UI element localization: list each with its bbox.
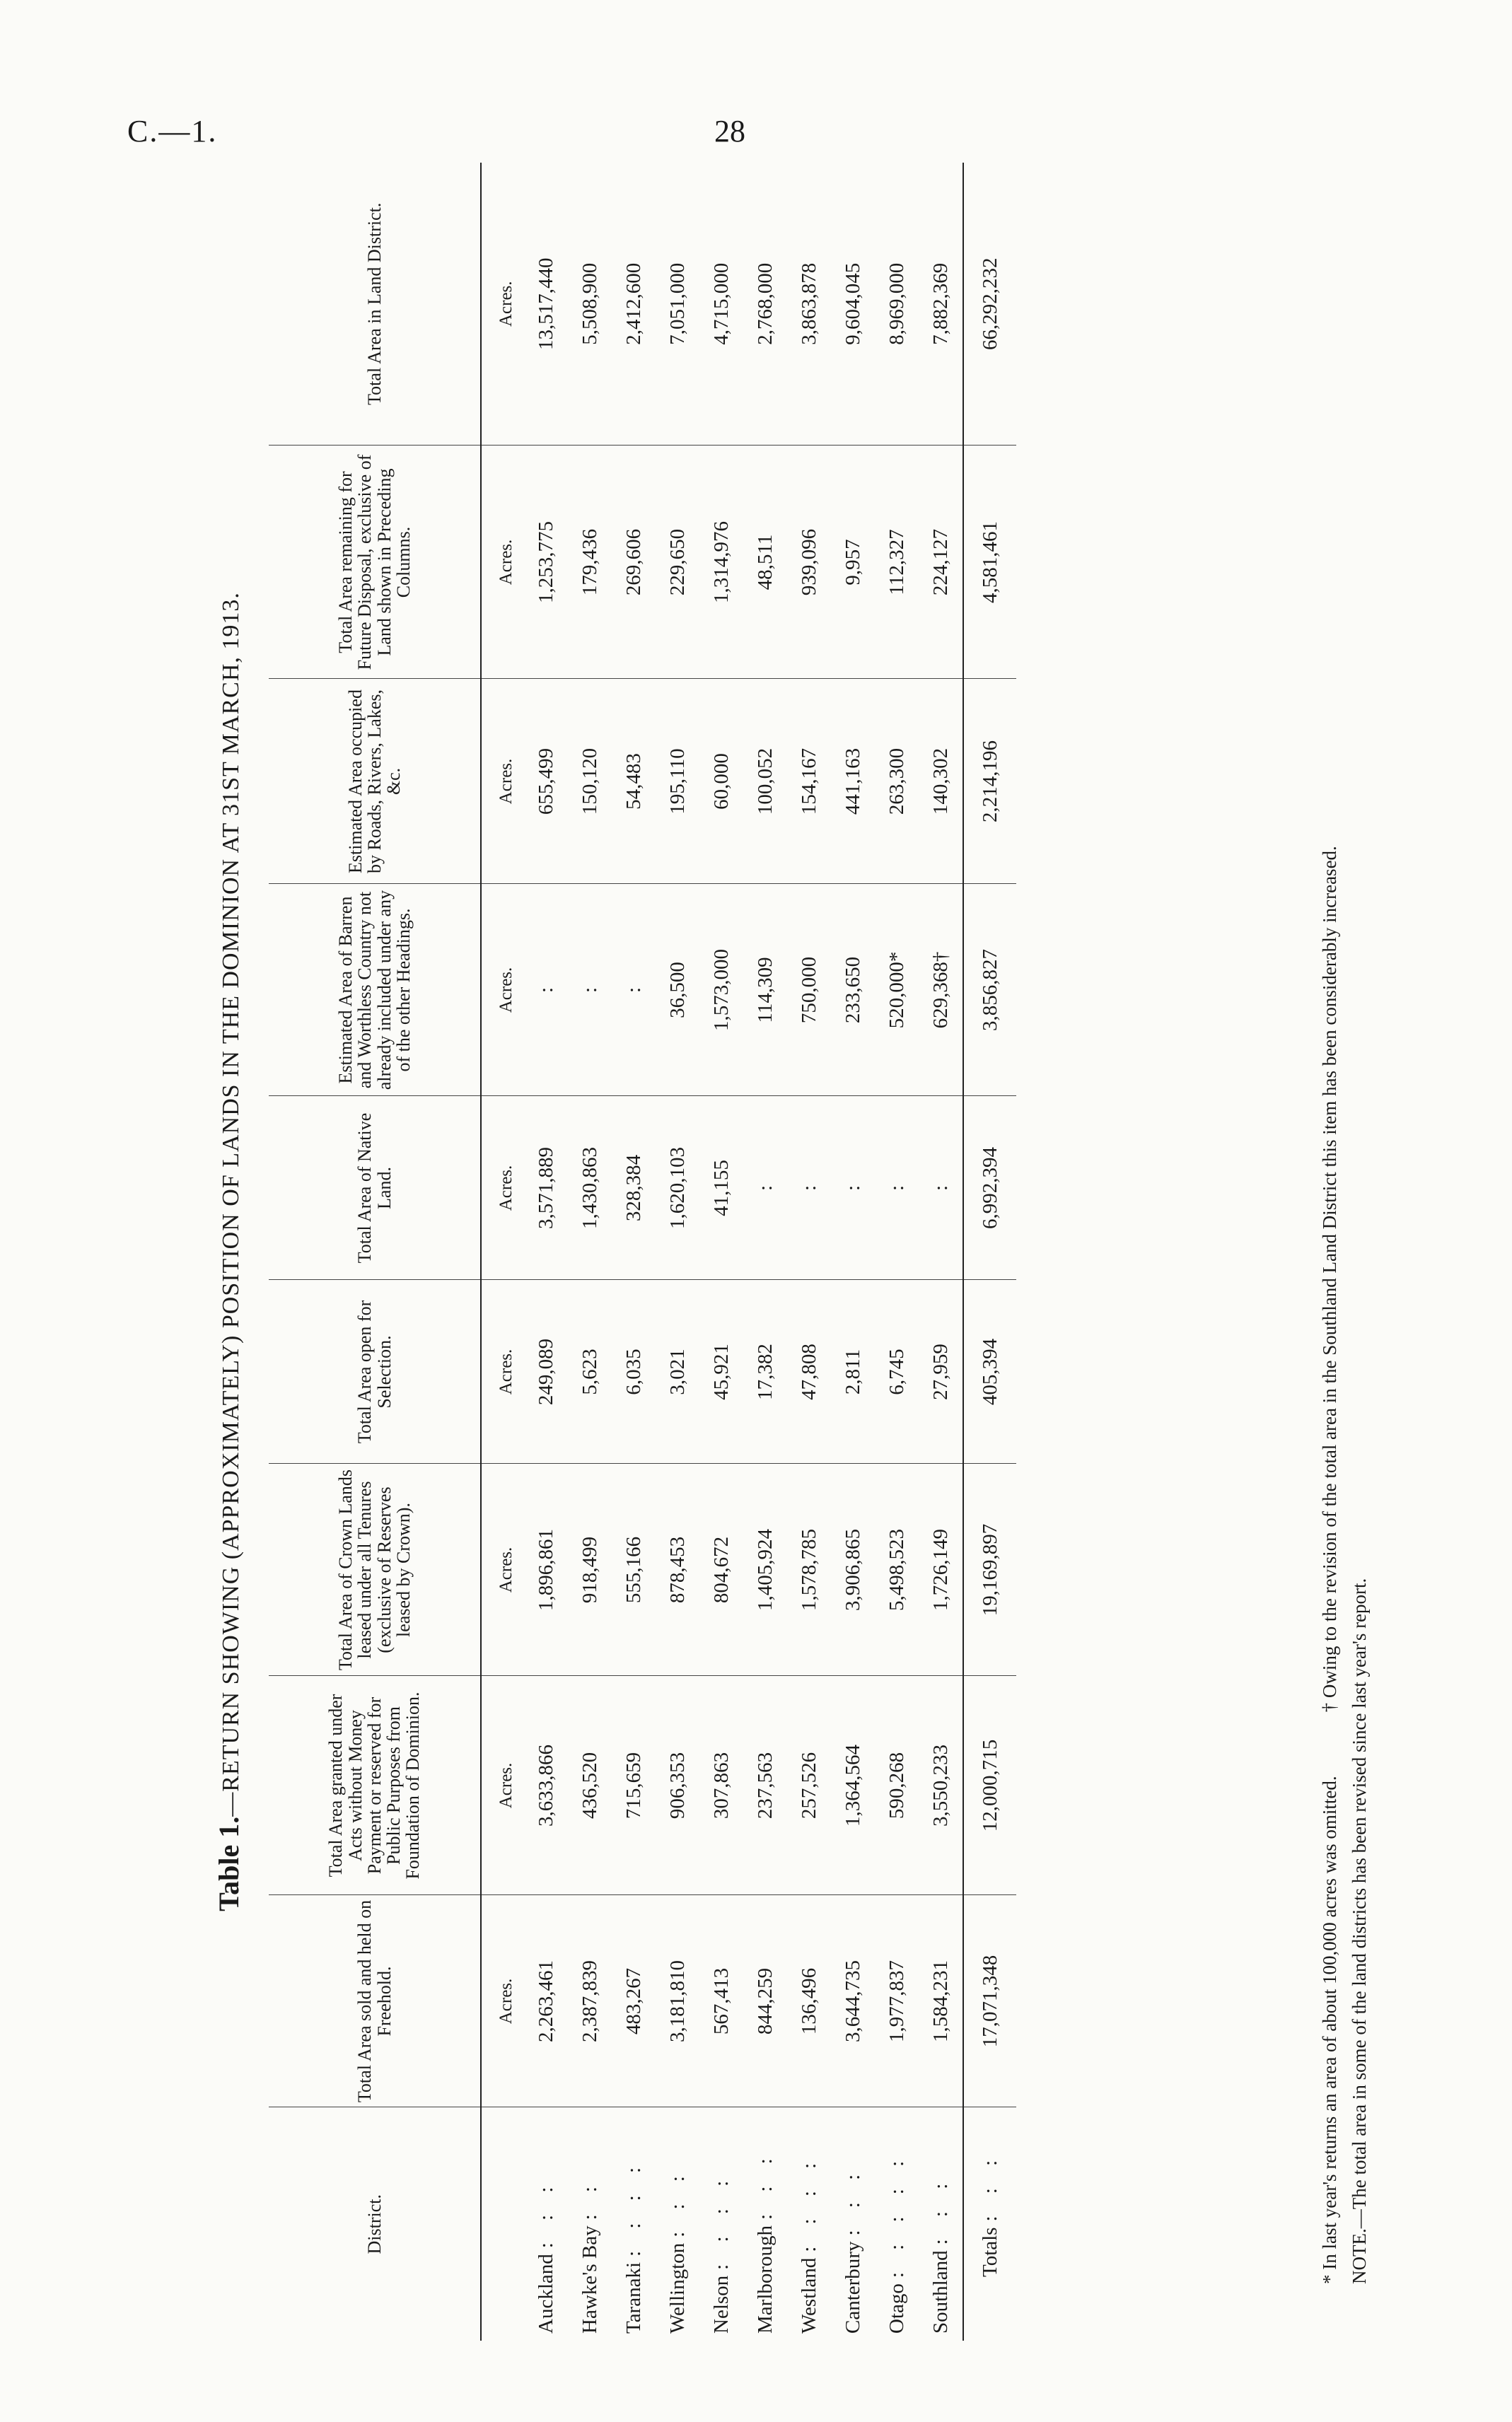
leader-dots: : : : — [753, 2150, 777, 2220]
table-cell: 5,623 — [568, 1280, 612, 1464]
table-cell: 1,253,775 — [524, 446, 568, 679]
table-cell: 939,096 — [787, 446, 831, 679]
table-cell: : — [568, 884, 612, 1096]
total-cell: 4,581,461 — [963, 446, 1016, 679]
table-cell: 1,584,231 — [919, 1895, 963, 2107]
leader-dots: : : : — [978, 2151, 1001, 2222]
table-cell: 1,314,976 — [699, 446, 743, 679]
table-cell: 3,906,865 — [831, 1464, 875, 1676]
table-cell: 307,863 — [699, 1676, 743, 1895]
table-title-label: Table 1. — [213, 1816, 245, 1911]
table-cell: 3,550,233 — [919, 1676, 963, 1895]
district-name: Otago: : : : : — [885, 2152, 908, 2334]
table-cell: 3,633,866 — [524, 1676, 568, 1895]
table-cell: 715,659 — [612, 1676, 656, 1895]
table-cell: 1,405,924 — [743, 1464, 787, 1676]
leader-dots: : : : — [841, 2165, 864, 2236]
table-cell: 5,508,900 — [568, 163, 612, 446]
total-cell: 6,992,394 — [963, 1096, 1016, 1280]
table-cell: 229,650 — [656, 446, 699, 679]
header-document-code: C.—1. — [127, 114, 218, 149]
leader-dots: : : : : : — [885, 2152, 908, 2278]
table-cell: 140,302 — [919, 679, 963, 884]
unit-cell: Acres. — [481, 1280, 524, 1464]
table-cell: 54,483 — [612, 679, 656, 884]
table-row — [568, 163, 612, 2341]
note-revision: NOTE.—The total area in some of the land districts has been revised since last year's report. — [1348, 1578, 1370, 2284]
table-cell: : — [875, 1096, 919, 1280]
unit-cell: Acres. — [481, 1096, 524, 1280]
unit-cell: Acres. — [481, 884, 524, 1096]
table-cell: 45,921 — [699, 1280, 743, 1464]
table-cell: 47,808 — [787, 1280, 831, 1464]
district-name: Taranaki: : : : — [622, 2158, 645, 2334]
table-cell: 1,977,837 — [875, 1895, 919, 2107]
leader-dots: : : : : — [622, 2158, 645, 2257]
table-cell: 804,672 — [699, 1464, 743, 1676]
unit-cell: Acres. — [481, 679, 524, 884]
district-name: Auckland: : : — [534, 2178, 557, 2334]
table-cell: : — [743, 1096, 787, 1280]
total-cell: 3,856,827 — [963, 884, 1016, 1096]
table-cell: 100,052 — [743, 679, 787, 884]
table-cell: 179,436 — [568, 446, 612, 679]
table-cell: 8,969,000 — [875, 163, 919, 446]
unit-cell: Acres. — [481, 1464, 524, 1676]
table-cell: 4,715,000 — [699, 163, 743, 446]
table-row — [743, 163, 787, 2341]
table-cell: 844,259 — [743, 1895, 787, 2107]
table-row — [831, 163, 875, 2341]
table-cell: : — [787, 1096, 831, 1280]
table-cell: 3,181,810 — [656, 1895, 699, 2107]
table-cell: 112,327 — [875, 446, 919, 679]
table-row — [612, 163, 656, 2341]
col-header-granted-reserved: Total Area granted under Acts without Money Payment or reserved for Public Purposes from Foundation of Dominion. — [269, 1676, 481, 1895]
table-cell: 2,412,600 — [612, 163, 656, 446]
table-cell: 436,520 — [568, 1676, 612, 1895]
district-name: Wellington: : : — [665, 2167, 689, 2334]
col-header-crown-leased: Total Area of Crown Lands leased under all Tenures (exclusive of Reserves leased by Crown). — [269, 1464, 481, 1676]
table-cell: 6,035 — [612, 1280, 656, 1464]
table-cell: 114,309 — [743, 884, 787, 1096]
table-cell: : — [524, 884, 568, 1096]
total-cell: 2,214,196 — [963, 679, 1016, 884]
table-cell: 750,000 — [787, 884, 831, 1096]
totals-row — [963, 163, 1016, 2341]
table-cell: 48,511 — [743, 446, 787, 679]
table-cell: 1,620,103 — [656, 1096, 699, 1280]
table-row — [524, 163, 568, 2341]
table-cell: 1,364,564 — [831, 1676, 875, 1895]
leader-dots: : : : — [665, 2167, 689, 2237]
district-name: Southland: : : — [929, 2174, 952, 2334]
table-cell: 1,726,149 — [919, 1464, 963, 1676]
table-cell: 224,127 — [919, 446, 963, 679]
table-cell: 3,863,878 — [787, 163, 831, 446]
district-name: Canterbury: : : — [841, 2165, 864, 2334]
total-cell: 17,071,348 — [963, 1895, 1016, 2107]
table-cell: 3,021 — [656, 1280, 699, 1464]
table-cell: 233,650 — [831, 884, 875, 1096]
table-cell: 6,745 — [875, 1280, 919, 1464]
table-row — [787, 163, 831, 2341]
unit-cell: Acres. — [481, 1895, 524, 2107]
table-cell: 136,496 — [787, 1895, 831, 2107]
leader-dots: : : : : — [797, 2154, 820, 2252]
table-cell: 17,382 — [743, 1280, 787, 1464]
leader-dots: : : — [578, 2178, 601, 2220]
units-row — [481, 163, 524, 2341]
table-cell: 249,089 — [524, 1280, 568, 1464]
col-header-district: District. — [269, 2107, 481, 2341]
district-name: Nelson: : : : — [709, 2172, 733, 2334]
col-header-total-area: Total Area in Land District. — [269, 163, 481, 446]
table-cell: 1,578,785 — [787, 1464, 831, 1676]
footnotes — [1315, 846, 1375, 2284]
table-cell: 629,368† — [919, 884, 963, 1096]
district-name: Westland: : : : — [797, 2154, 820, 2334]
table-cell: 441,163 — [831, 679, 875, 884]
table-cell: 7,882,369 — [919, 163, 963, 446]
table-cell: 555,166 — [612, 1464, 656, 1676]
total-cell: 19,169,897 — [963, 1464, 1016, 1676]
table-cell: 2,263,461 — [524, 1895, 568, 2107]
table-row — [875, 163, 919, 2341]
unit-cell: Acres. — [481, 446, 524, 679]
district-name: Hawke's Bay: : — [578, 2178, 601, 2334]
table-cell: 1,896,861 — [524, 1464, 568, 1676]
table-cell: : — [612, 884, 656, 1096]
table-cell: 41,155 — [699, 1096, 743, 1280]
col-header-open-selection: Total Area open for Selection. — [269, 1280, 481, 1464]
table-cell: 2,811 — [831, 1280, 875, 1464]
total-cell: 12,000,715 — [963, 1676, 1016, 1895]
table-cell: 1,573,000 — [699, 884, 743, 1096]
table-cell: 60,000 — [699, 679, 743, 884]
table-cell: 150,120 — [568, 679, 612, 884]
table-cell: 27,959 — [919, 1280, 963, 1464]
table-cell: 263,300 — [875, 679, 919, 884]
table-cell: 154,167 — [787, 679, 831, 884]
leader-dots: : : : — [929, 2174, 952, 2245]
table-cell: 195,110 — [656, 679, 699, 884]
unit-cell: Acres. — [481, 1676, 524, 1895]
unit-cell: Acres. — [481, 163, 524, 446]
table-cell: 7,051,000 — [656, 163, 699, 446]
table-cell: 2,387,839 — [568, 1895, 612, 2107]
table-row — [656, 163, 699, 2341]
footnote-line — [1315, 846, 1345, 2284]
table-cell: 483,267 — [612, 1895, 656, 2107]
table-cell: 567,413 — [699, 1895, 743, 2107]
table-title-text: —RETURN SHOWING (APPROXIMATELY) POSITION OF LANDS IN THE DOMINION AT 31ST MARCH, 1913. — [218, 592, 244, 1817]
col-header-roads-rivers: Estimated Area occupied by Roads, Rivers, Lakes, &c. — [269, 679, 481, 884]
table-row — [919, 163, 963, 2341]
table-cell: 13,517,440 — [524, 163, 568, 446]
table-cell: 878,453 — [656, 1464, 699, 1676]
table-cell: 257,526 — [787, 1676, 831, 1895]
col-header-barren-land: Estimated Area of Barren and Worthless Country not already included under any of the other Headings. — [269, 884, 481, 1096]
table-cell: 237,563 — [743, 1676, 787, 1895]
col-header-future-disposal: Total Area remaining for Future Disposal, exclusive of Land shown in Preceding Columns. — [269, 446, 481, 679]
table-cell: 3,644,735 — [831, 1895, 875, 2107]
table-cell: 590,268 — [875, 1676, 919, 1895]
table-row — [699, 163, 743, 2341]
land-position-table — [269, 163, 1016, 2341]
table-cell: 906,353 — [656, 1676, 699, 1895]
table-cell: 9,957 — [831, 446, 875, 679]
header-row — [269, 163, 481, 2341]
table-cell: 1,430,863 — [568, 1096, 612, 1280]
table-cell: 269,606 — [612, 446, 656, 679]
col-header-native-land: Total Area of Native Land. — [269, 1096, 481, 1280]
table-cell: 36,500 — [656, 884, 699, 1096]
district-name: Marlborough: : : — [753, 2150, 777, 2334]
table-cell: 9,604,045 — [831, 163, 875, 446]
table-cell: 918,499 — [568, 1464, 612, 1676]
totals-label: Totals: : : — [963, 2107, 1016, 2341]
table-cell: 5,498,523 — [875, 1464, 919, 1676]
header-page-number: 28 — [714, 114, 745, 149]
table-cell: 3,571,889 — [524, 1096, 568, 1280]
unit-cell — [481, 2107, 524, 2341]
table-cell: 2,768,000 — [743, 163, 787, 446]
col-header-freehold: Total Area sold and held on Freehold. — [269, 1895, 481, 2107]
leader-dots: : : : — [534, 2178, 557, 2249]
total-cell: 405,394 — [963, 1280, 1016, 1464]
table-cell: 520,000* — [875, 884, 919, 1096]
table-cell: 328,384 — [612, 1096, 656, 1280]
table-title — [212, 163, 245, 2341]
table-cell: : — [831, 1096, 875, 1280]
footnote-star: * In last year's returns an area of about 100,000 acres was omitted. — [1319, 1776, 1340, 2284]
total-cell: 66,292,232 — [963, 163, 1016, 446]
table-cell: : — [919, 1096, 963, 1280]
rotated-table-page — [212, 163, 1414, 2341]
leader-dots: : : : : — [709, 2172, 733, 2270]
footnote-dagger: † Owing to the revision of the total area in the Southland Land District this item has been considerably increased. — [1319, 846, 1340, 1713]
table-cell: 655,499 — [524, 679, 568, 884]
